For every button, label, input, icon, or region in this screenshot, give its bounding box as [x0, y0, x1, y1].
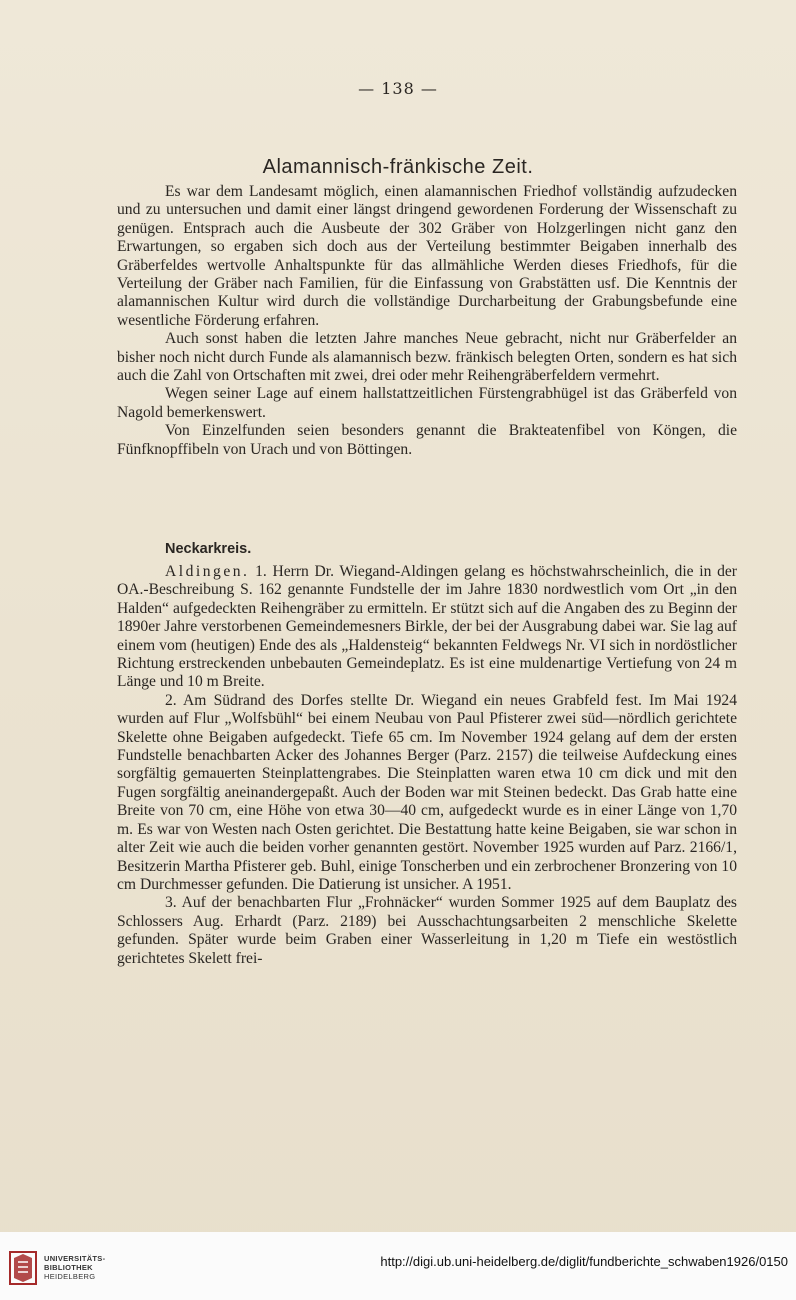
- paragraph: 2. Am Südrand des Dorfes stellte Dr. Wiegand ein neues Grabfeld fest. Im Mai 1924 wurden auf Flur „Wolfsbühl“ bei einem Neubau von Paul Pfisterer zwei süd—nördlich gerichtete Skelette ohne Beigaben aufgedeckt. Tiefe 65 cm. Im November 1924 gelang auf dem der ersten Fundstelle benachbarten Acker des Johannes Berger (Parz. 2157) die teilweise Aufdeckung eines sorgfältig gemauerten Steinplattengrabes. Die Steinplatten waren etwa 10 cm dick und mit den Fugen sorgfältig aneinandergepaßt. Auch der Boden war mit Steinen bedeckt. Das Grab hatte eine Breite von 70 cm, eine Höhe von etwa 30—40 cm, aufgedeckt wurde es in einer Länge von 1,70 m. Es war von Westen nach Osten gerichtet. Die Bestattung hatte keine Beigaben, sie war schon in alter Zeit wie auch die beiden vorher genannten gestört. November 1925 wurden auf Parz. 2166/1, Besitzerin Martha Pfisterer geb. Buhl, einige Tonscherben und ein zerbrochener Bronzering von 10 cm Durchmesser gefunden. Die Datierung ist unsicher. A 1951.: [117, 691, 737, 893]
- library-line: UNIVERSITÄTS-: [44, 1254, 106, 1263]
- page-title: Alamannisch-fränkische Zeit.: [262, 156, 534, 178]
- paragraph: Auch sonst haben die letzten Jahre manches Neue gebracht, nicht nur Gräberfelder an bisher noch nicht durch Funde als alamannisch bezw. fränkisch belegten Orten, sondern es hat sich auch die Zahl von Ortschaften mit zwei, drei oder mehr Reihengräberfeldern vermehrt.: [117, 330, 737, 385]
- library-name: [44, 1254, 105, 1281]
- library-line: BIBLIOTHEK: [44, 1263, 93, 1272]
- source-url-link[interactable]: http://digi.ub.uni-heidelberg.de/diglit/fundberichte_schwaben1926/0150: [380, 1254, 788, 1269]
- place-name: Aldingen.: [165, 563, 250, 580]
- paragraph: Wegen seiner Lage auf einem hallstattzeitlichen Fürstengrabhügel ist das Gräberfeld von Nagold bemerkenswert.: [117, 385, 737, 421]
- footer-bar: [0, 1232, 796, 1300]
- paragraph: 3. Auf der benachbarten Flur „Frohnäcker“ wurden Sommer 1925 auf dem Bauplatz des Schlossers Aug. Erhardt (Parz. 2189) bei Ausschachtungsarbeiten 2 menschliche Skelette gefunden. Später wurde beim Graben einer Wasserleitung in 1,20 m Tiefe ein westöstlich gerichtetes Skelett frei-: [117, 894, 737, 967]
- paragraph: Es war dem Landesamt möglich, einen alamannischen Friedhof vollständig aufzudecken und zu untersuchen und damit einer längst dringend gewordenen Forderung der Wissenschaft zu genügen. Entsprach auch die Ausbeute der 302 Gräber von Holzgerlingen nicht ganz den Erwartungen, so ergaben sich doch aus der Verteilung bestimmter Beigaben innerhalb des Gräberfeldes wertvolle Anhaltspunkte für das allmähliche Werden dieses Friedhofs, für die Verteilung der Gräber nach Familien, für die Einfassung von Grabstätten usf. Die Kenntnis der alamannischen Kultur wird durch die vollständige Durcharbeitung der Grabungsbefunde eine wesentliche Förderung erfahren.: [117, 183, 737, 329]
- paragraph: Von Einzelfunden seien besonders genannt die Brakteatenfibel von Köngen, die Fünfknopffibeln von Urach und von Böttingen.: [117, 422, 737, 458]
- page-number: — 138 —: [358, 79, 438, 98]
- paragraph: [117, 563, 737, 692]
- entry-text: [117, 563, 737, 968]
- library-line: HEIDELBERG: [44, 1272, 96, 1281]
- library-logo-icon: [8, 1250, 38, 1286]
- intro-text: [117, 183, 737, 459]
- paragraph-text: 1. Herrn Dr. Wiegand-Aldingen gelang es höchstwahrscheinlich, die in der OA.-Beschreibung S. 162 genannte Fundstelle der im Jahre 1830 nordwestlich vom Ort „in den Halden“ aufgedeckten Reihengräber zu ermitteln. Er stützt sich auf die Angaben des zu Beginn der 1890er Jahre verstorbenen Gemeindemesners Birkle, der bei der Ausgrabung dabei war. Sie lag auf einem vom (heutigen) Ende des als „Haldensteig“ bekannten Feldwegs Nr. VI sich in nordöstlicher Richtung erstreckenden unbebauten Gemeindeplatz. Es ist eine muldenartige Vertiefung von 24 m Länge und 10 m Breite.: [117, 563, 737, 691]
- section-heading: Neckarkreis.: [165, 541, 252, 557]
